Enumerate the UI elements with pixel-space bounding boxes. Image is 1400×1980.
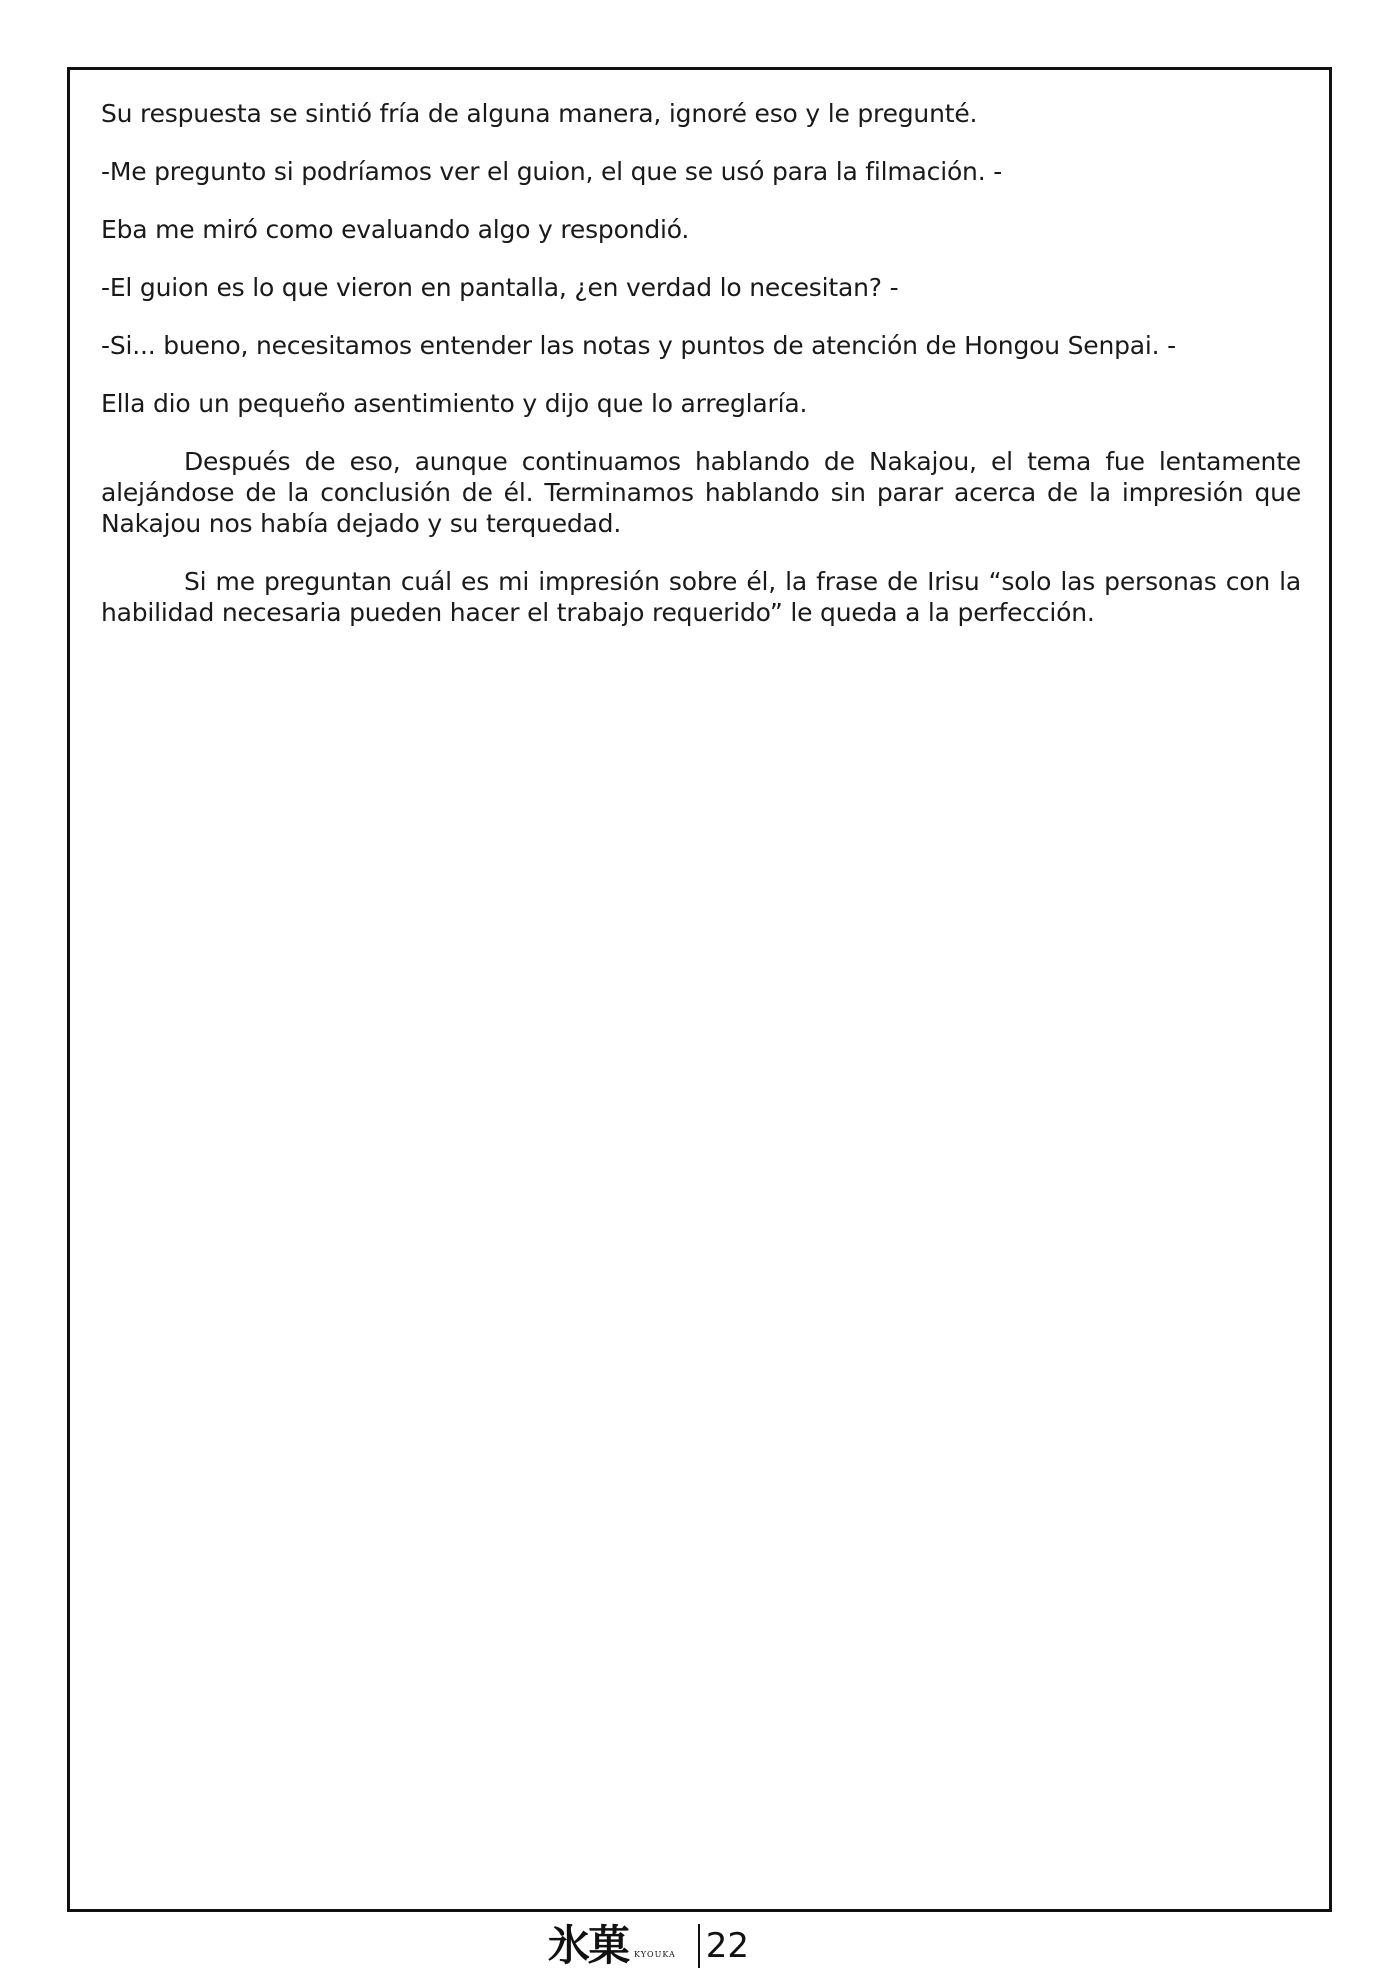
paragraph-5: -Si... bueno, necesitamos entender las notas y puntos de atención de Hongou Senpai. - (101, 331, 1176, 360)
page-number: 22 (705, 1926, 750, 1966)
page-number-divider (698, 1924, 700, 1968)
paragraph-6: Ella dio un pequeño asentimiento y dijo que lo arreglaría. (101, 389, 808, 418)
page-frame (67, 67, 1332, 1912)
hyouka-logo (548, 1921, 676, 1970)
paragraph-2: -Me pregunto si podríamos ver el guion, el que se usó para la filmación. - (101, 157, 1003, 186)
logo-kanji: 氷菓 (548, 1921, 629, 1970)
paragraph-4: -El guion es lo que vieron en pantalla, ¿en verdad lo necesitan? - (101, 273, 899, 302)
logo-latin: KYOUKA (634, 1950, 676, 1959)
paragraph-3: Eba me miró como evaluando algo y respondió. (101, 215, 690, 244)
paragraph-7: Después de eso, aunque continuamos hablando de Nakajou, el tema fue lentamente alejándose de la conclusión de él. Terminamos hablando sin parar acerca de la impresión que Nakajou nos había dejado y su terquedad. (101, 447, 1301, 538)
text-body (101, 98, 1301, 655)
page-footer (548, 1918, 749, 1974)
paragraph-1: Su respuesta se sintió fría de alguna manera, ignoré eso y le pregunté. (101, 99, 978, 128)
paragraph-8: Si me preguntan cuál es mi impresión sobre él, la frase de Irisu “solo las personas con la habilidad necesaria pueden hacer el trabajo requerido” le queda a la perfección. (101, 567, 1301, 627)
